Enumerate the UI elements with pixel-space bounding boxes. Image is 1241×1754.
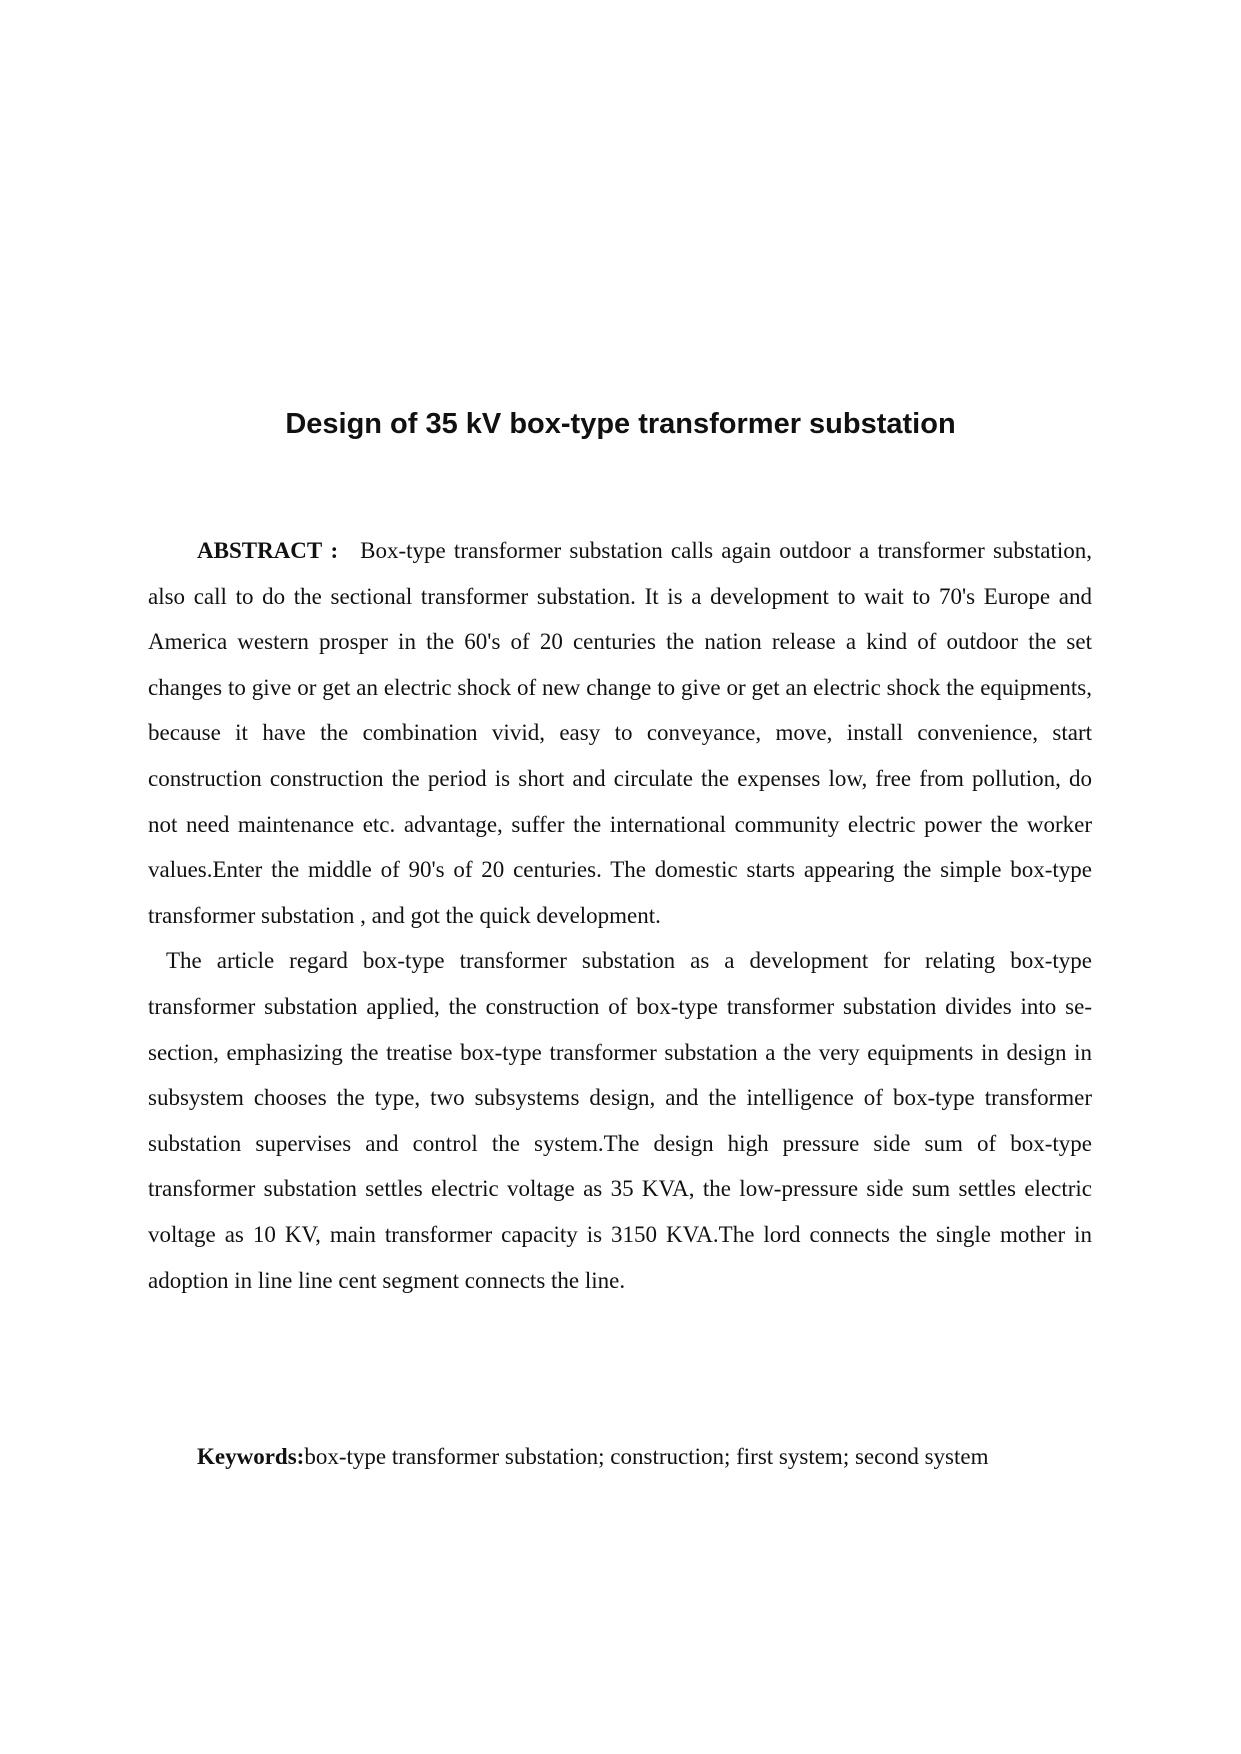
keywords-value: box-type transformer substation; construction; first system; second system (304, 1444, 989, 1469)
abstract-paragraph-1-text: Box-type transformer substation calls again outdoor a transformer substation, also call to do the sectional transformer substation. It is a development to wait to 70's Europe and America western prosper in the 60's of 20 centuries the nation release a kind of outdoor the set changes to give or get an electric shock of new change to give or get an electric shock the equipments, because it have the combination vivid, easy to conveyance, move, install convenience, start construction construction the period is short and circulate the expenses low, free from pollution, do not need maintenance etc. advantage, suffer the international community electric power the worker values.Enter the middle of 90's of 20 centuries. The domestic starts appearing the simple box-type transformer substation , and got the quick development. (148, 538, 1092, 928)
abstract-label: ABSTRACT : (197, 538, 339, 563)
document-title: Design of 35 kV box-type transformer substation (285, 408, 956, 440)
abstract-paragraph-2: The article regard box-type transformer substation as a development for relating box-type transformer substation applied, the construction of box-type transformer substation divides into se-section, emphasizing the treatise box-type transformer substation a the very equipments in design in subsystem chooses the type, two subsystems design, and the intelligence of box-type transformer substation supervises and control the system.The design high pressure side sum of box-type transformer substation settles electric voltage as 35 KVA, the low-pressure side sum settles electric voltage as 10 KV, main transformer capacity is 3150 KVA.The lord connects the single mother in adoption in line line cent segment connects the line. (148, 948, 1092, 1293)
abstract-paragraph-1 (148, 528, 1092, 938)
keywords-line (197, 1434, 1097, 1479)
abstract-section (148, 528, 1092, 1303)
keywords-label: Keywords: (197, 1444, 305, 1469)
